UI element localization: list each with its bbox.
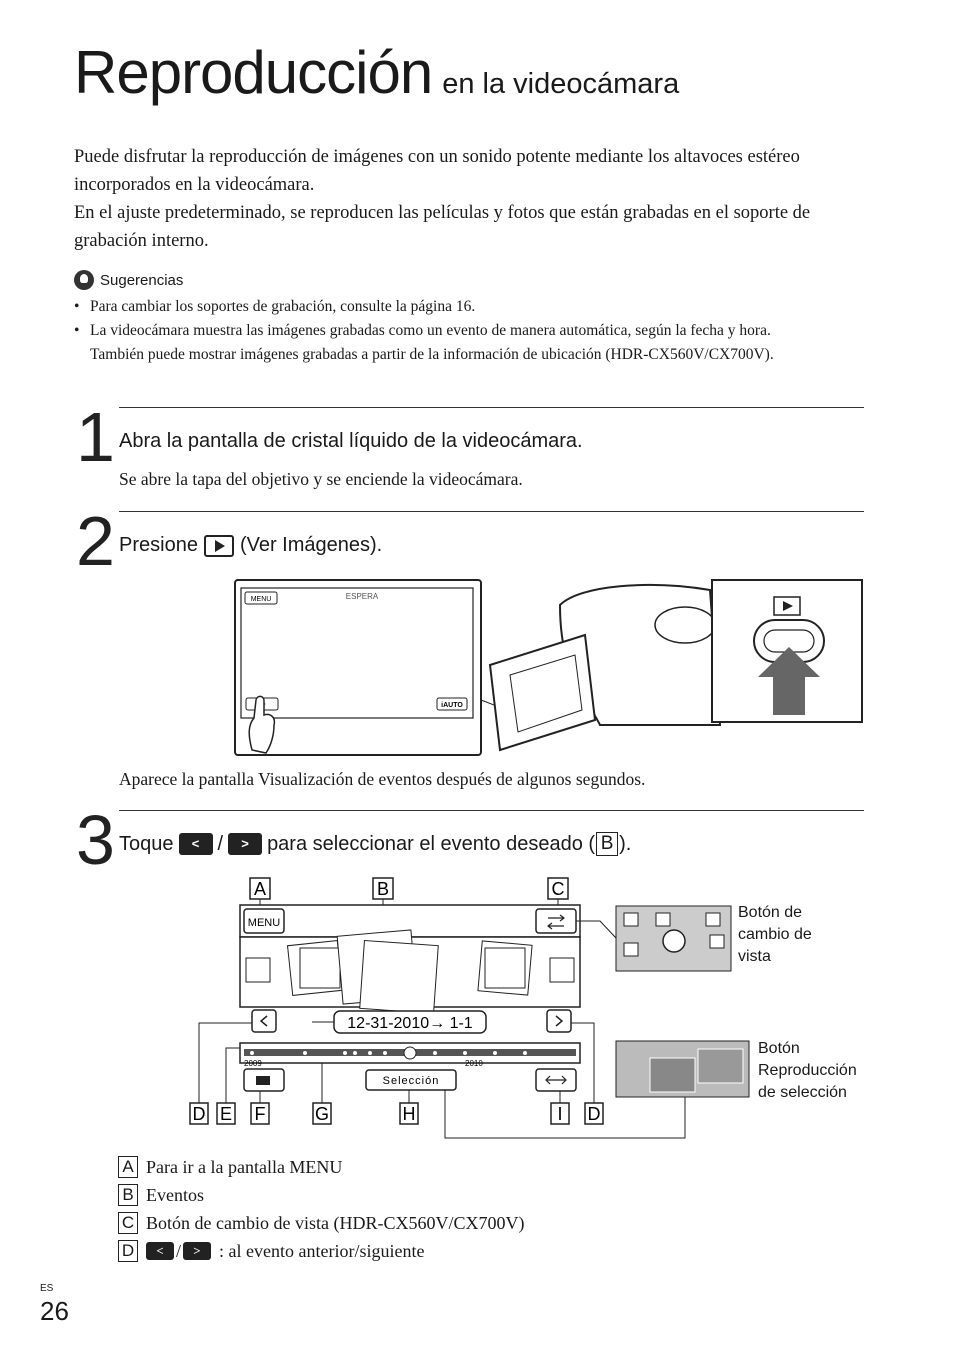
page-title (74, 38, 679, 107)
svg-text:12-31-2010→ 1-1: 12-31-2010→ 1-1 (347, 1015, 473, 1032)
legend-text: Para ir a la pantalla MENU (146, 1156, 343, 1177)
legend-letter: C (118, 1212, 138, 1234)
svg-text:H: H (402, 1104, 416, 1124)
camera-lens (655, 607, 715, 643)
svg-text:G: G (314, 1104, 330, 1124)
tip-item: • Para cambiar los soportes de grabación, consulte la página 16. (74, 295, 814, 319)
intro-paragraph: Puede disfrutar la reproducción de imágenes con un sonido potente mediante los altavoces estéreo incorporados en la videocámara. (74, 147, 800, 195)
step-text: Aparece la pantalla Visualización de eventos después de algunos segundos. (119, 769, 646, 789)
step-heading (119, 832, 631, 856)
svg-text:F: F (254, 1104, 266, 1124)
svg-text:I: I (557, 1104, 563, 1124)
view-switch-button (536, 909, 576, 933)
next-event-icon: > (228, 833, 262, 855)
svg-text:2010: 2010 (465, 1059, 483, 1068)
title-main: Reproducción (74, 39, 433, 106)
legend-text: Eventos (146, 1184, 204, 1205)
step-divider (119, 511, 864, 512)
svg-text:2009: 2009 (244, 1059, 262, 1068)
legend-text: : al evento anterior/siguiente (219, 1240, 425, 1261)
next-event-button (547, 1010, 571, 1032)
legend-row (118, 1181, 524, 1209)
step-heading-pre: Toque (119, 832, 174, 855)
prev-event-icon: < (146, 1242, 174, 1260)
legend-letter: B (118, 1184, 138, 1206)
prev-event-button (252, 1010, 276, 1032)
svg-text:D: D (192, 1104, 206, 1124)
callout-letter: B (596, 832, 618, 856)
step-heading-pre: Presione (119, 534, 198, 556)
language-code: ES (40, 1283, 54, 1294)
legend (118, 1153, 524, 1265)
legend-letter: D (118, 1240, 138, 1262)
intro-text (74, 143, 854, 255)
legend-row (118, 1153, 524, 1181)
view-switch-caption: Botón de cambio de vista (738, 904, 812, 965)
svg-text:Selección: Selección (382, 1075, 440, 1087)
step-heading: Abra la pantalla de cristal líquido de la videocámara. (119, 430, 583, 452)
screen-status: ESPERA (345, 592, 379, 601)
step-number: 3 (76, 801, 115, 879)
svg-text:C: C (551, 879, 565, 899)
play-icon (204, 535, 234, 557)
intro-paragraph: En el ajuste predeterminado, se reproducen las películas y fotos que están grabadas en el soporte de grabación interno. (74, 203, 811, 251)
step-heading-post: (Ver Imágenes). (239, 534, 383, 556)
page-number: 26 (40, 1296, 69, 1326)
step-number: 2 (76, 502, 115, 580)
step-heading-post: para seleccionar el evento deseado ( (267, 832, 596, 855)
tips-heading-label: Sugerencias (100, 271, 184, 289)
svg-text:B: B (376, 879, 390, 899)
title-sub: en la videocámara (442, 68, 680, 100)
legend-letter: A (118, 1156, 138, 1178)
selection-play-caption: Botón Reproducción de selección (758, 1040, 857, 1101)
step-divider (119, 407, 864, 408)
step-divider (119, 810, 864, 811)
step2-illustration (230, 575, 870, 760)
tips-list (74, 295, 814, 367)
svg-text:D: D (587, 1104, 601, 1124)
prev-event-icon: < (179, 833, 213, 855)
step-text: Se abre la tapa del objetivo y se enciende la videocámara. (119, 469, 523, 489)
bottom-callouts (190, 1103, 603, 1124)
lightbulb-icon (74, 270, 94, 290)
tip-item: • La videocámara muestra las imágenes grabadas como un evento de manera automática, según la fecha y hora. También puede mostrar imágenes grabadas a partir de la información de ubicación (HDR-CX560V/CX700V). (74, 319, 814, 367)
legend-text: Botón de cambio de vista (HDR-CX560V/CX700V) (146, 1212, 525, 1233)
legend-row (118, 1209, 524, 1237)
tips-heading (74, 270, 183, 290)
svg-text:A: A (253, 879, 267, 899)
svg-text:E: E (219, 1104, 233, 1124)
next-event-icon: > (183, 1242, 211, 1260)
svg-text:MENU: MENU (247, 917, 281, 929)
step-heading-end: ). (619, 832, 632, 855)
step-heading (119, 534, 382, 557)
step-heading-mid: / (217, 832, 224, 855)
screen-menu-label: MENU (250, 596, 272, 603)
screen-iauto-label: iAUTO (441, 702, 463, 709)
step-number: 1 (76, 398, 115, 476)
legend-row: D < / > : al evento anterior/siguiente (118, 1237, 524, 1265)
